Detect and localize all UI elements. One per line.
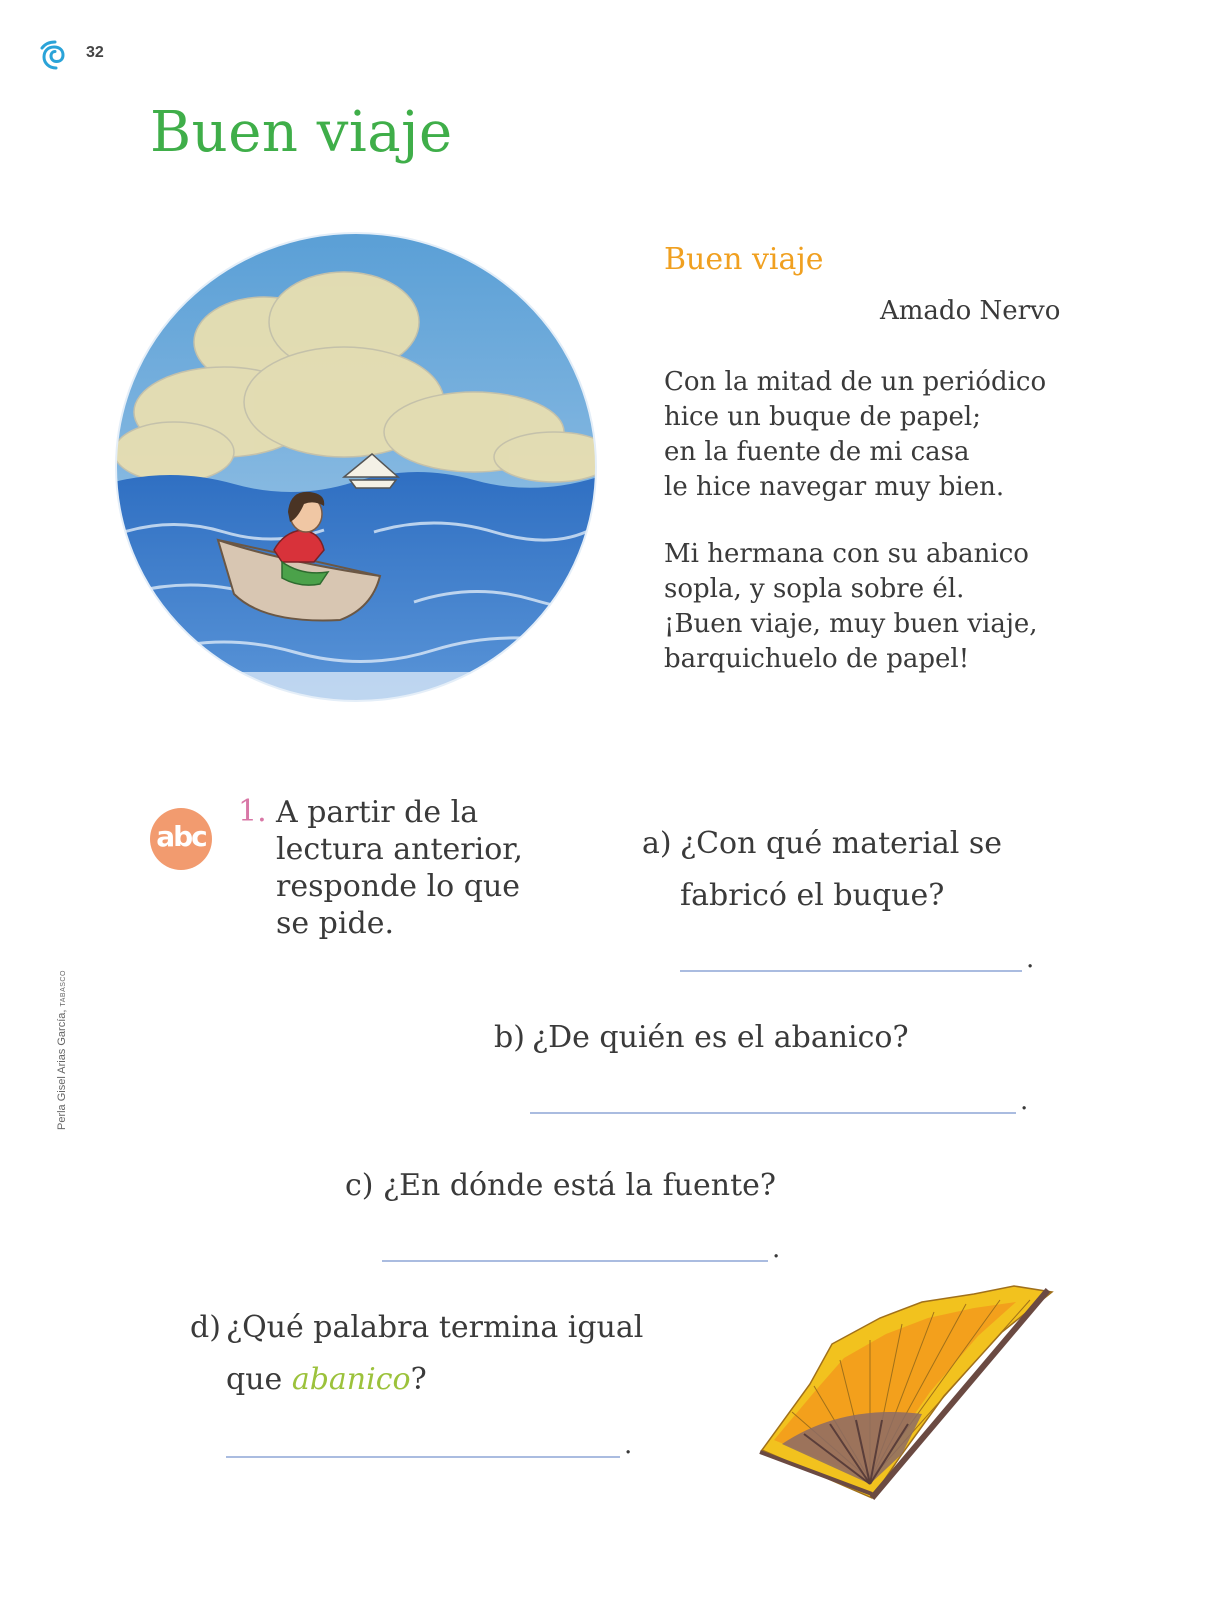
question-d-text — [226, 1302, 643, 1406]
poem-verse: barquichuelo de papel! — [664, 644, 970, 674]
question-c-letter: c) — [345, 1168, 374, 1203]
question-line — [226, 1354, 643, 1406]
question-line: ¿Con qué material se — [680, 826, 1003, 861]
answer-d-period: . — [624, 1430, 633, 1460]
credit-place: TABASCO — [60, 970, 67, 1007]
swirl-icon — [38, 38, 74, 74]
credit-name: Perla Gisel Arias García, — [56, 1009, 68, 1130]
question-line: ¿Qué palabra termina igual — [226, 1310, 644, 1345]
question-line: fabricó el buque? — [680, 878, 945, 913]
question-d-prefix: que — [226, 1362, 292, 1397]
highlight-word: abanico — [291, 1362, 411, 1397]
answer-line-c[interactable] — [382, 1260, 768, 1262]
question-c-text: ¿En dónde está la fuente? — [383, 1168, 776, 1203]
instruction-line: responde lo que — [276, 869, 521, 904]
question-b-letter: b) — [494, 1020, 525, 1055]
illustrator-credit — [56, 960, 74, 1130]
page-title: Buen viaje — [150, 100, 453, 165]
poem-verse: Mi hermana con su abanico — [664, 539, 1029, 569]
question-d-suffix: ? — [410, 1362, 427, 1397]
answer-line-a[interactable] — [680, 970, 1022, 972]
answer-a-period: . — [1026, 944, 1035, 974]
question-d-letter: d) — [190, 1310, 221, 1345]
answer-line-b[interactable] — [530, 1112, 1016, 1114]
abc-badge-icon — [150, 808, 212, 870]
poem-verse: ¡Buen viaje, muy buen viaje, — [664, 609, 1038, 639]
question-a-text — [680, 818, 1002, 922]
question-a-letter: a) — [642, 826, 672, 861]
instruction-line: A partir de la — [276, 795, 479, 830]
answer-c-period: . — [772, 1234, 781, 1264]
question-b-text: ¿De quién es el abanico? — [532, 1020, 909, 1055]
activity-number: 1. — [238, 794, 267, 829]
poem-author: Amado Nervo — [880, 296, 1061, 326]
poem-verse: le hice navegar muy bien. — [664, 472, 1005, 502]
poem-verse: Con la mitad de un periódico — [664, 367, 1047, 397]
poem-verse: en la fuente de mi casa — [664, 437, 970, 467]
poem-title: Buen viaje — [664, 242, 824, 277]
abc-badge-label: abc — [156, 820, 206, 853]
page-number: 32 — [86, 44, 104, 61]
boy-in-boat-illustration — [114, 232, 598, 702]
fan-illustration — [752, 1284, 1062, 1500]
poem-stanza-1 — [664, 365, 1046, 505]
poem-verse: sopla, y sopla sobre él. — [664, 574, 965, 604]
instruction-line: lectura anterior, — [276, 832, 523, 867]
poem-verse: hice un buque de papel; — [664, 402, 982, 432]
activity-instruction — [276, 794, 523, 942]
poem-stanza-2 — [664, 537, 1038, 677]
answer-line-d[interactable] — [226, 1456, 620, 1458]
instruction-line: se pide. — [276, 906, 394, 941]
answer-b-period: . — [1020, 1086, 1029, 1116]
